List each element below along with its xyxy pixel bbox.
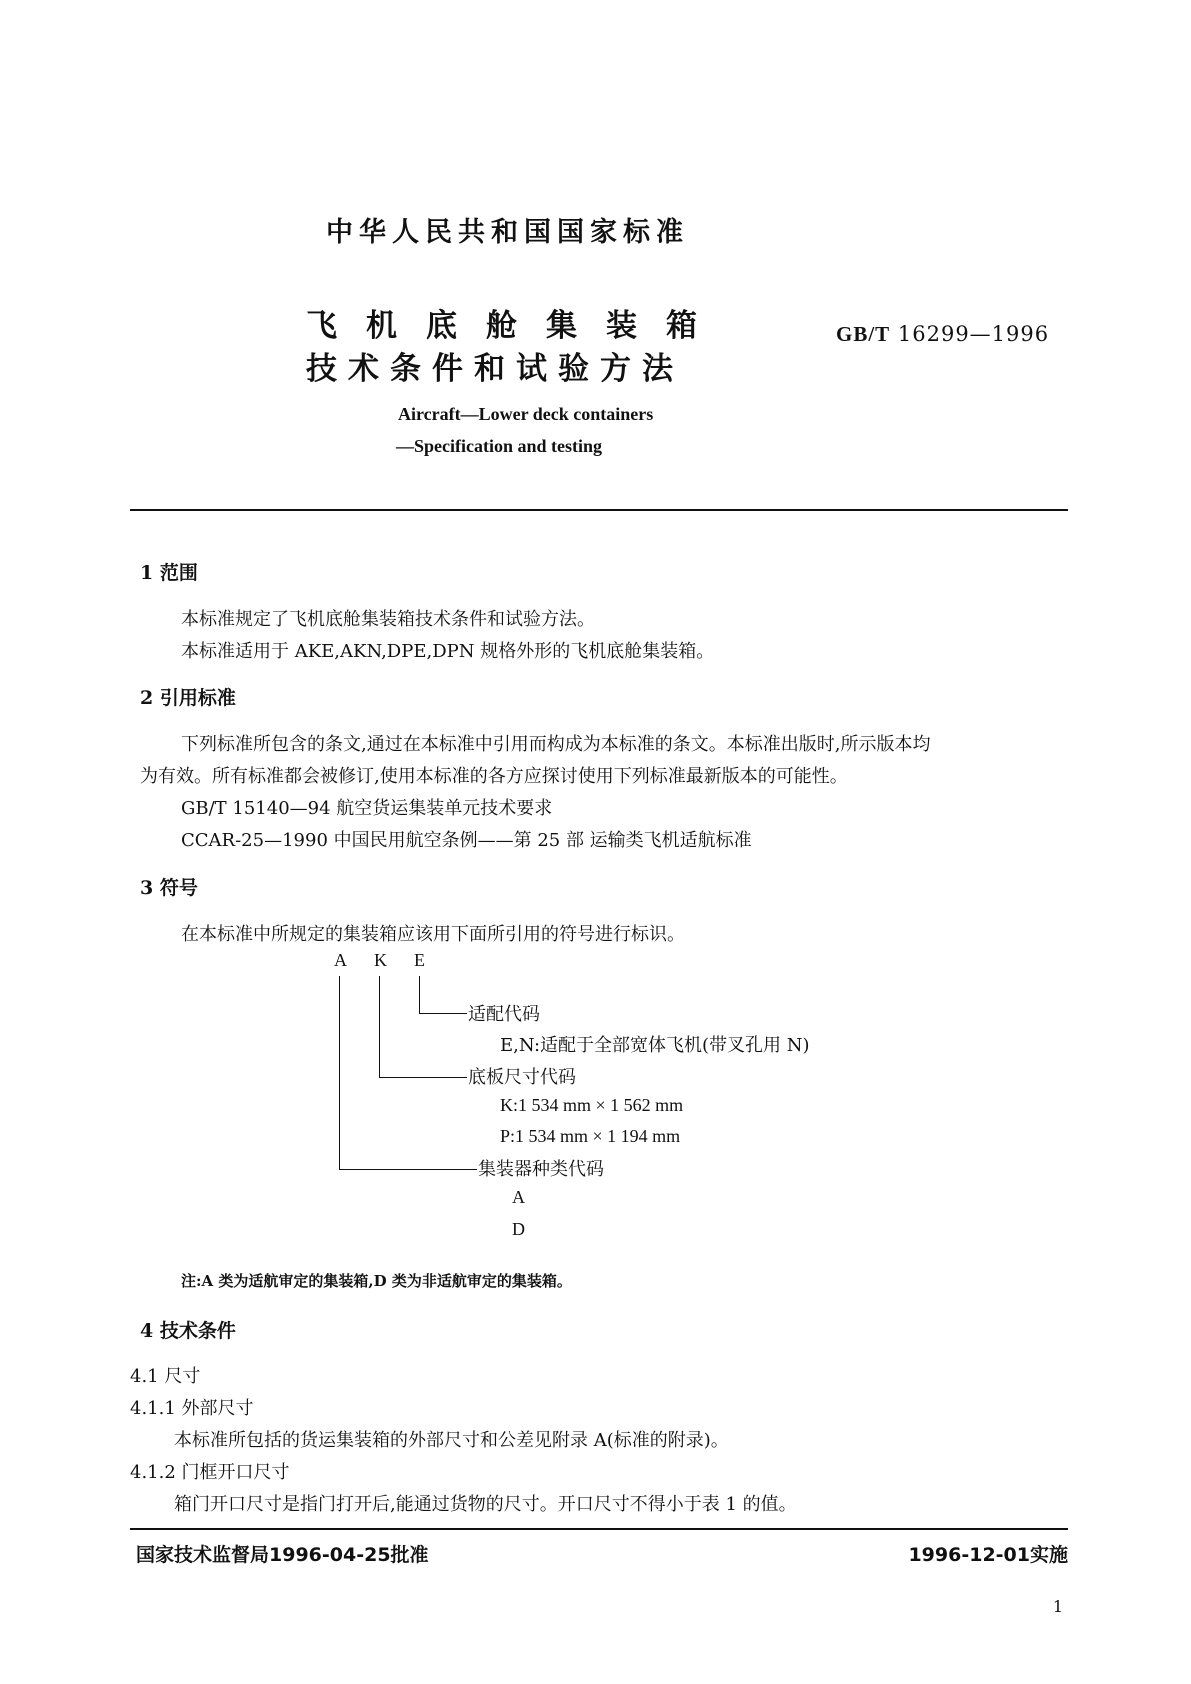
standard-code: 16299—1996 bbox=[897, 322, 1050, 346]
section-2-paragraph-line-1: 下列标准所包含的条文,通过在本标准中引用而构成为本标准的条文。本标准出版时,所示版本均 bbox=[181, 734, 931, 755]
page-number: 1 bbox=[1052, 1597, 1063, 1616]
code-letter-e: E bbox=[414, 950, 425, 970]
container-type-d: D bbox=[512, 1219, 525, 1239]
implementation-date: 1996-12-01实施 bbox=[908, 1544, 1068, 1566]
bracket-a-vertical bbox=[339, 976, 340, 1170]
document-title-line2: 技术条件和试验方法 bbox=[306, 351, 684, 387]
section-4-1-heading: 4.1 尺寸 bbox=[130, 1366, 201, 1387]
section-4-1-2-text: 箱门开口尺寸是指门打开后,能通过货物的尺寸。开口尺寸不得小于表 1 的值。 bbox=[174, 1494, 797, 1515]
fit-code-description: E,N:适配于全部宽体飞机(带叉孔用 N) bbox=[500, 1035, 810, 1056]
english-title-line1: Aircraft—Lower deck containers bbox=[398, 404, 654, 424]
document-title-line1: 飞机底舱集装箱 bbox=[306, 308, 726, 344]
base-size-k: K:1 534 mm × 1 562 mm bbox=[500, 1095, 684, 1115]
fit-code-label: 适配代码 bbox=[468, 1004, 540, 1025]
section-4-1-1-text: 本标准所包括的货运集装箱的外部尺寸和公差见附录 A(标准的附录)。 bbox=[174, 1430, 729, 1451]
section-1-paragraph-1: 本标准规定了飞机底舱集装箱技术条件和试验方法。 bbox=[181, 609, 595, 630]
national-standard-label: 中华人民共和国国家标准 bbox=[326, 217, 689, 248]
section-4-1-2-heading: 4.1.2 门框开口尺寸 bbox=[130, 1462, 290, 1483]
english-title-line2: —Specification and testing bbox=[396, 436, 603, 456]
header-divider bbox=[130, 509, 1068, 511]
section-3-note: 注:A 类为适航审定的集装箱,D 类为非适航审定的集装箱。 bbox=[181, 1272, 572, 1290]
section-2-heading: 2 引用标准 bbox=[140, 687, 236, 709]
bracket-a-horizontal bbox=[339, 1169, 477, 1170]
bracket-k-horizontal bbox=[379, 1077, 467, 1078]
section-4-heading: 4 技术条件 bbox=[140, 1320, 236, 1342]
section-4-1-1-heading: 4.1.1 外部尺寸 bbox=[130, 1398, 254, 1419]
section-2-paragraph-line-2: 为有效。所有标准都会被修订,使用本标准的各方应探讨使用下列标准最新版本的可能性。 bbox=[140, 766, 848, 787]
container-type-label: 集装器种类代码 bbox=[478, 1159, 604, 1180]
code-letter-a: A bbox=[334, 950, 347, 970]
standard-prefix: GB/T bbox=[836, 322, 891, 346]
section-3-intro: 在本标准中所规定的集装箱应该用下面所引用的符号进行标识。 bbox=[181, 924, 685, 945]
bracket-e-vertical bbox=[419, 976, 420, 1014]
base-size-p: P:1 534 mm × 1 194 mm bbox=[500, 1126, 681, 1146]
reference-gbt-15140: GB/T 15140—94 航空货运集装单元技术要求 bbox=[181, 798, 553, 819]
approval-date: 国家技术监督局1996-04-25批准 bbox=[136, 1544, 429, 1566]
reference-ccar-25: CCAR-25—1990 中国民用航空条例——第 25 部 运输类飞机适航标准 bbox=[181, 830, 752, 851]
standard-number bbox=[836, 322, 1049, 347]
section-1-paragraph-2: 本标准适用于 AKE,AKN,DPE,DPN 规格外形的飞机底舱集装箱。 bbox=[181, 641, 715, 662]
code-letter-k: K bbox=[374, 950, 387, 970]
container-type-a: A bbox=[512, 1187, 525, 1207]
base-size-label: 底板尺寸代码 bbox=[468, 1067, 576, 1088]
bracket-k-vertical bbox=[379, 976, 380, 1078]
container-code-diagram bbox=[330, 950, 890, 1250]
section-3-heading: 3 符号 bbox=[140, 877, 198, 899]
bracket-e-horizontal bbox=[419, 1013, 467, 1014]
section-1-heading: 1 范围 bbox=[140, 562, 198, 584]
footer-divider bbox=[130, 1528, 1068, 1530]
